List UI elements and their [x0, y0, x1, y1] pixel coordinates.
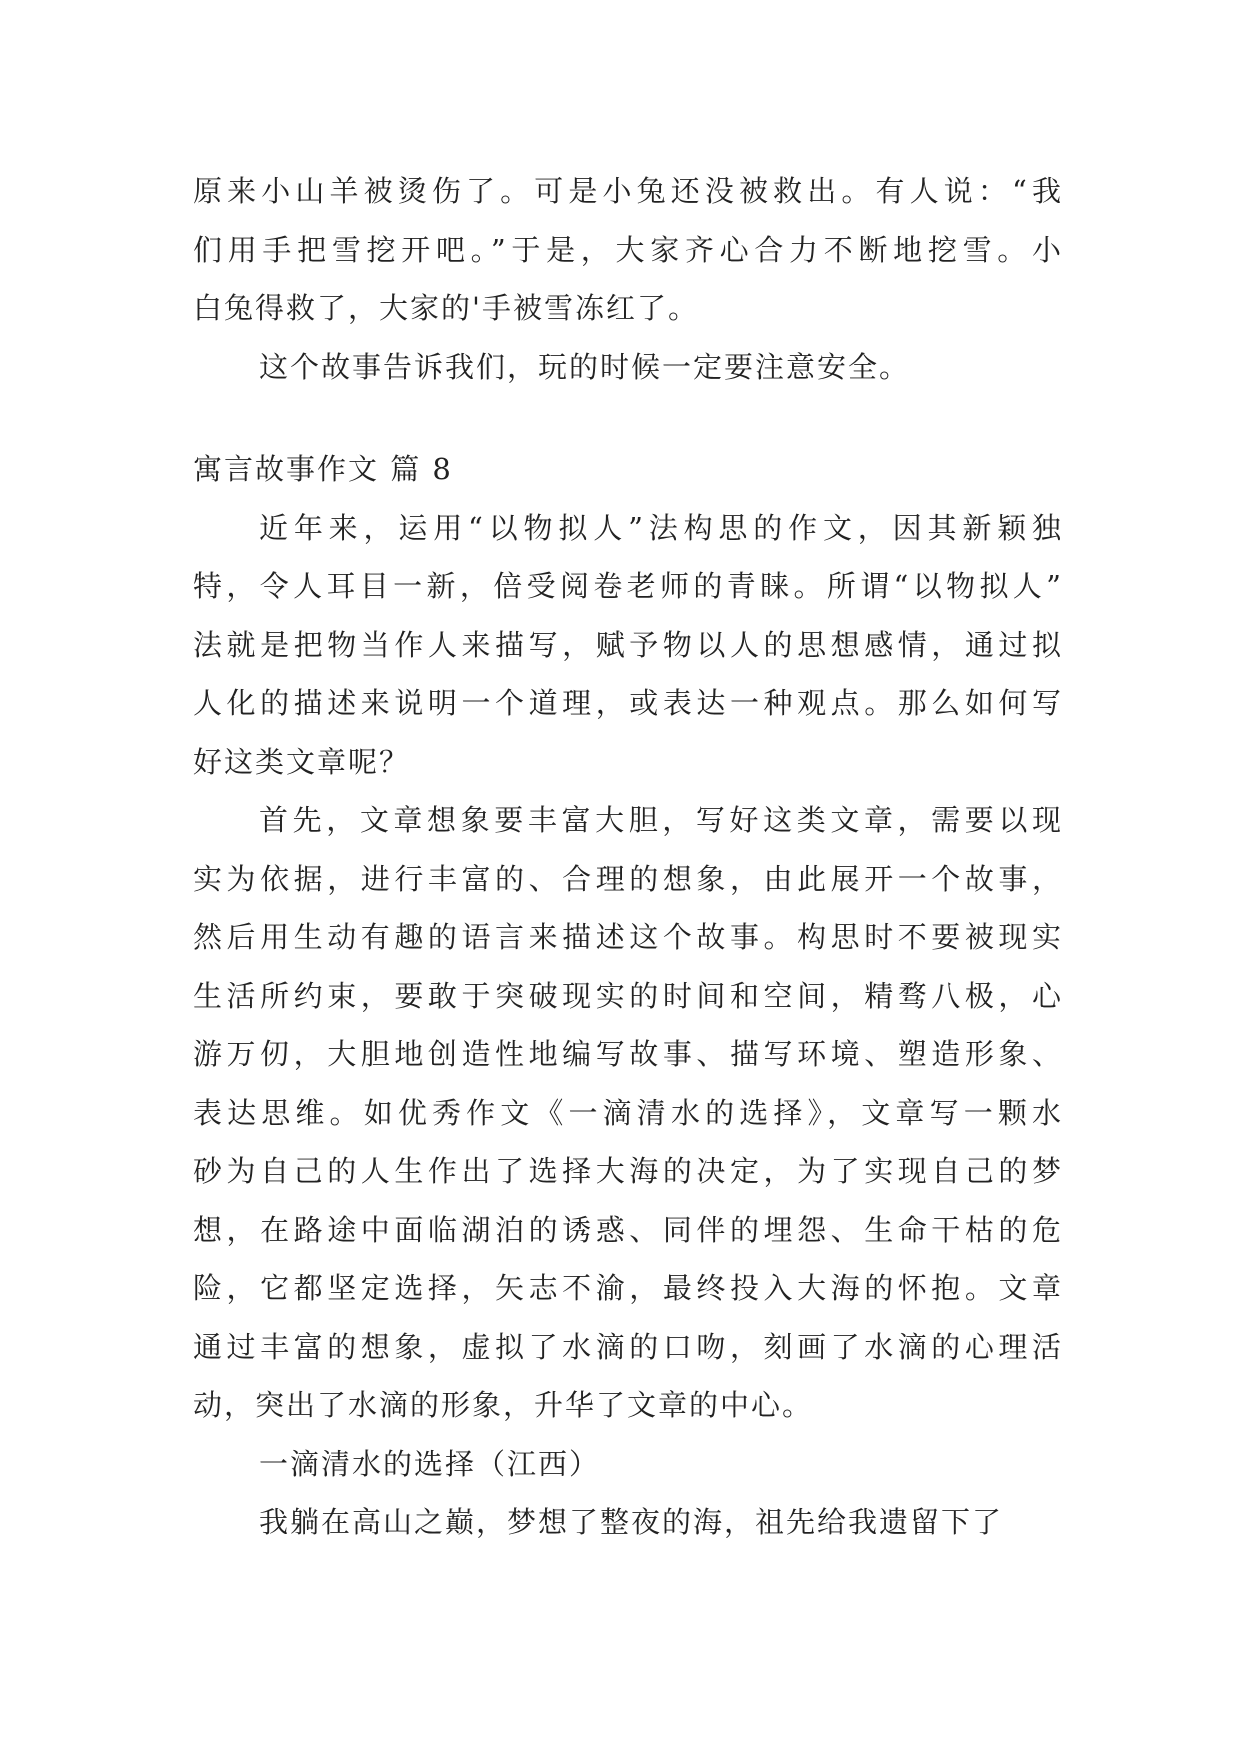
text-line: 通过丰富的想象，虚拟了水滴的口吻，刻画了水滴的心理活: [193, 1329, 1063, 1364]
section-heading: [193, 440, 1063, 499]
text-line: 好这类文章呢？: [193, 744, 411, 779]
text-line: 生活所约束，要敢于突破现实的时间和空间，精骛八极，心: [193, 978, 1063, 1013]
text-line: 想，在路途中面临湖泊的诱惑、同伴的埋怨、生命干枯的危: [193, 1212, 1063, 1247]
text-line: 白兔得救了，大家的'手被雪冻红了。: [193, 291, 699, 325]
text-line: 我躺在高山之巅，梦想了整夜的海，祖先给我遗留下了: [259, 1505, 1004, 1539]
text-line: 然后用生动有趣的语言来描述这个故事。构思时不要被现实: [193, 920, 1063, 954]
text-line: 近年来，运用“以物拟人”法构思的作文，因其新颖独: [259, 510, 1063, 545]
text-line: 首先，文章想象要丰富大胆，写好这类文章，需要以现: [259, 803, 1063, 837]
section-gap: [193, 396, 1063, 432]
paragraph: [193, 791, 1063, 1435]
text-line: 这个故事告诉我们，玩的时候一定要注意安全。: [259, 349, 911, 384]
paragraph: [193, 162, 1063, 338]
heading-text: 寓言故事作文 篇 8: [193, 452, 453, 486]
paragraph: [193, 338, 1063, 397]
text-line: 游万仞，大胆地创造性地编写故事、描写环境、塑造形象、: [193, 1037, 1063, 1071]
text-line: 们用手把雪挖开吧。”于是，大家齐心合力不断地挖雪。小: [193, 232, 1063, 267]
document-page: [193, 162, 1063, 1552]
text-line: 特，令人耳目一新，倍受阅卷老师的青睐。所谓“以物拟人”: [193, 569, 1063, 603]
text-line: 动，突出了水滴的形象，升华了文章的中心。: [193, 1388, 814, 1422]
text-line: 砂为自己的人生作出了选择大海的决定，为了实现自己的梦: [193, 1154, 1063, 1188]
text-line: 一滴清水的选择（江西）: [259, 1446, 601, 1481]
text-line: 险，它都坚定选择，矢志不渝，最终投入大海的怀抱。文章: [193, 1271, 1063, 1305]
text-line: 原来小山羊被烫伤了。可是小兔还没被救出。有人说：“我: [193, 174, 1063, 208]
text-line: 人化的描述来说明一个道理，或表达一种观点。那么如何写: [193, 686, 1063, 720]
paragraph: [193, 499, 1063, 792]
paragraph: [193, 1435, 1063, 1494]
text-line: 法就是把物当作人来描写，赋予物以人的思想感情，通过拟: [193, 627, 1063, 662]
text-line: 表达思维。如优秀作文《一滴清水的选择》，文章写一颗水: [193, 1095, 1063, 1130]
text-line: 实为依据，进行丰富的、合理的想象，由此展开一个故事，: [193, 861, 1063, 896]
paragraph: [193, 1493, 1063, 1552]
